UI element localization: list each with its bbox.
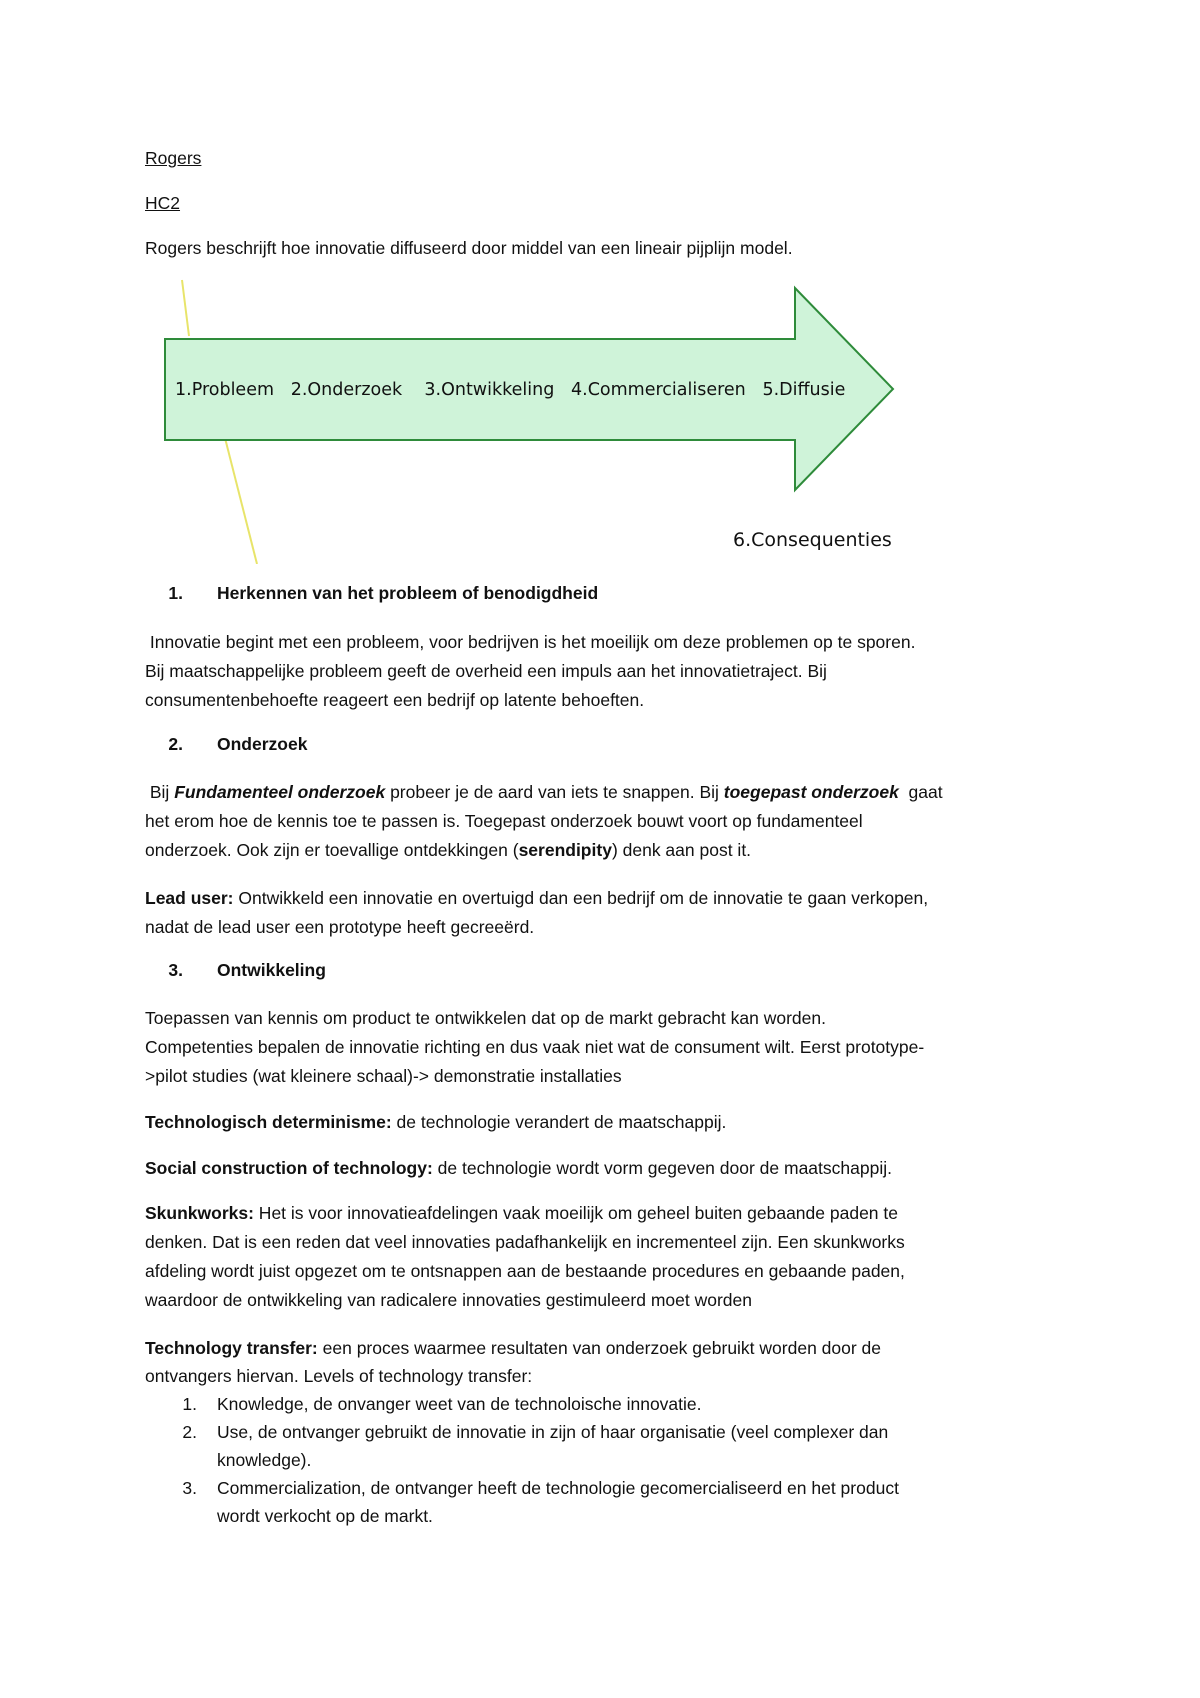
pipeline-arrow-label: 1.Probleem 2.Onderzoek 3.Ontwikkeling 4.Commercialiseren 5.Diffusie [175,380,846,400]
tech-determinism-definition: Technologisch determinisme: de technologie verandert de maatschappij. [145,1112,727,1132]
section-2-line: Bij Fundamenteel onderzoek probeer je de aard van iets te snappen. Bij toegepast onderzoek gaat [145,782,943,802]
lead-user-term: Lead user: [145,888,234,908]
section-1-line: consumentenbehoefte reageert een bedrijf op latente behoeften. [145,690,645,710]
feedback-line-top [182,280,189,336]
section-3-line: Competenties bepalen de innovatie richting en dus vaak niet wat de consument wilt. Eerst prototype- [145,1037,925,1057]
technology-transfer-definition: Technology transfer: een proces waarmee resultaten van onderzoek gebruikt worden door de ontvangers hiervan. Levels of technology transfer: 1. Knowledge, de onvanger weet van de technoloische innovatie. 2. Use, de ontvanger gebruikt de innovatie in zijn of haar organisatie (veel complexer dan knowledge). 3. Commercialization, de ontvanger heeft de technologie gecomercialiseerd en het product wordt verkocht op de markt. [145,1334,1075,1530]
section-heading-1: 1. Herkennen van het probleem of benodigdheid [168,583,599,603]
section-heading-3: 3. Ontwikkeling [168,960,326,980]
section-2-line: onderzoek. Ook zijn er toevallige ontdekkingen (serendipity) denk aan post it. [145,840,752,860]
section-1-line: Innovatie begint met een probleem, voor bedrijven is het moeilijk om deze problemen op te sporen. [145,632,916,652]
section-1-body [145,628,1075,715]
list-item: 3. Commercialization, de ontvanger heeft de technologie gecomercialiseerd en het product wordt verkocht op de markt. [182,1478,899,1526]
consequences-label: 6.Consequenties [733,529,892,551]
intro-text: Rogers beschrijft hoe innovatie diffuseerd door middel van een lineair pijplijn model. [145,238,793,258]
section-heading-2: 2. Onderzoek [168,734,308,754]
section-2-body [145,778,1075,865]
lead-user-definition: Lead user: Ontwikkeld een innovatie en overtuigd dan een bedrijf om de innovatie te gaan verkopen, nadat de lead user een prototype heeft gecreeërd. [145,888,929,937]
feedback-line-bottom [225,438,257,564]
skunkworks-definition: Skunkworks: Het is voor innovatieafdelingen vaak moeilijk om geheel buiten gebaande paden te denken. Dat is een reden dat veel innovaties padafhankelijk en incrementeel zijn. Een skunkworks afdeling wordt juist opgezet om te ontsnappen aan de bestaande procedures en gebaande paden, waardoor de ontwikkeling van radicalere innovaties gestimuleerd moet worden [145,1203,905,1310]
transfer-levels-list [145,1390,1075,1530]
pipeline-arrow-svg [145,278,925,564]
list-item: 2. Use, de ontvanger gebruikt de innovatie in zijn of haar organisatie (veel complexer dan knowledge). [182,1422,889,1470]
section-2-line: het erom hoe de kennis toe te passen is. Toegepast onderzoek bouwt voort op fundamenteel [145,811,863,831]
section-1-line: Bij maatschappelijke probleem geeft de overheid een impuls aan het innovatietraject. Bij [145,661,827,681]
list-item: 1. Knowledge, de onvanger weet van de technoloische innovatie. [182,1394,702,1414]
section-3-body [145,1004,1075,1091]
pipeline-diagram [145,278,925,564]
section-3-line: Toepassen van kennis om product te ontwikkelen dat op de markt gebracht kan worden. [145,1008,826,1028]
section-3-line: >pilot studies (wat kleinere schaal)-> demonstratie installaties [145,1066,622,1086]
doc-title: Rogers [145,148,202,168]
doc-subtitle: HC2 [145,193,181,213]
social-construction-definition: Social construction of technology: de technologie wordt vorm gegeven door de maatschappij. [145,1158,892,1178]
